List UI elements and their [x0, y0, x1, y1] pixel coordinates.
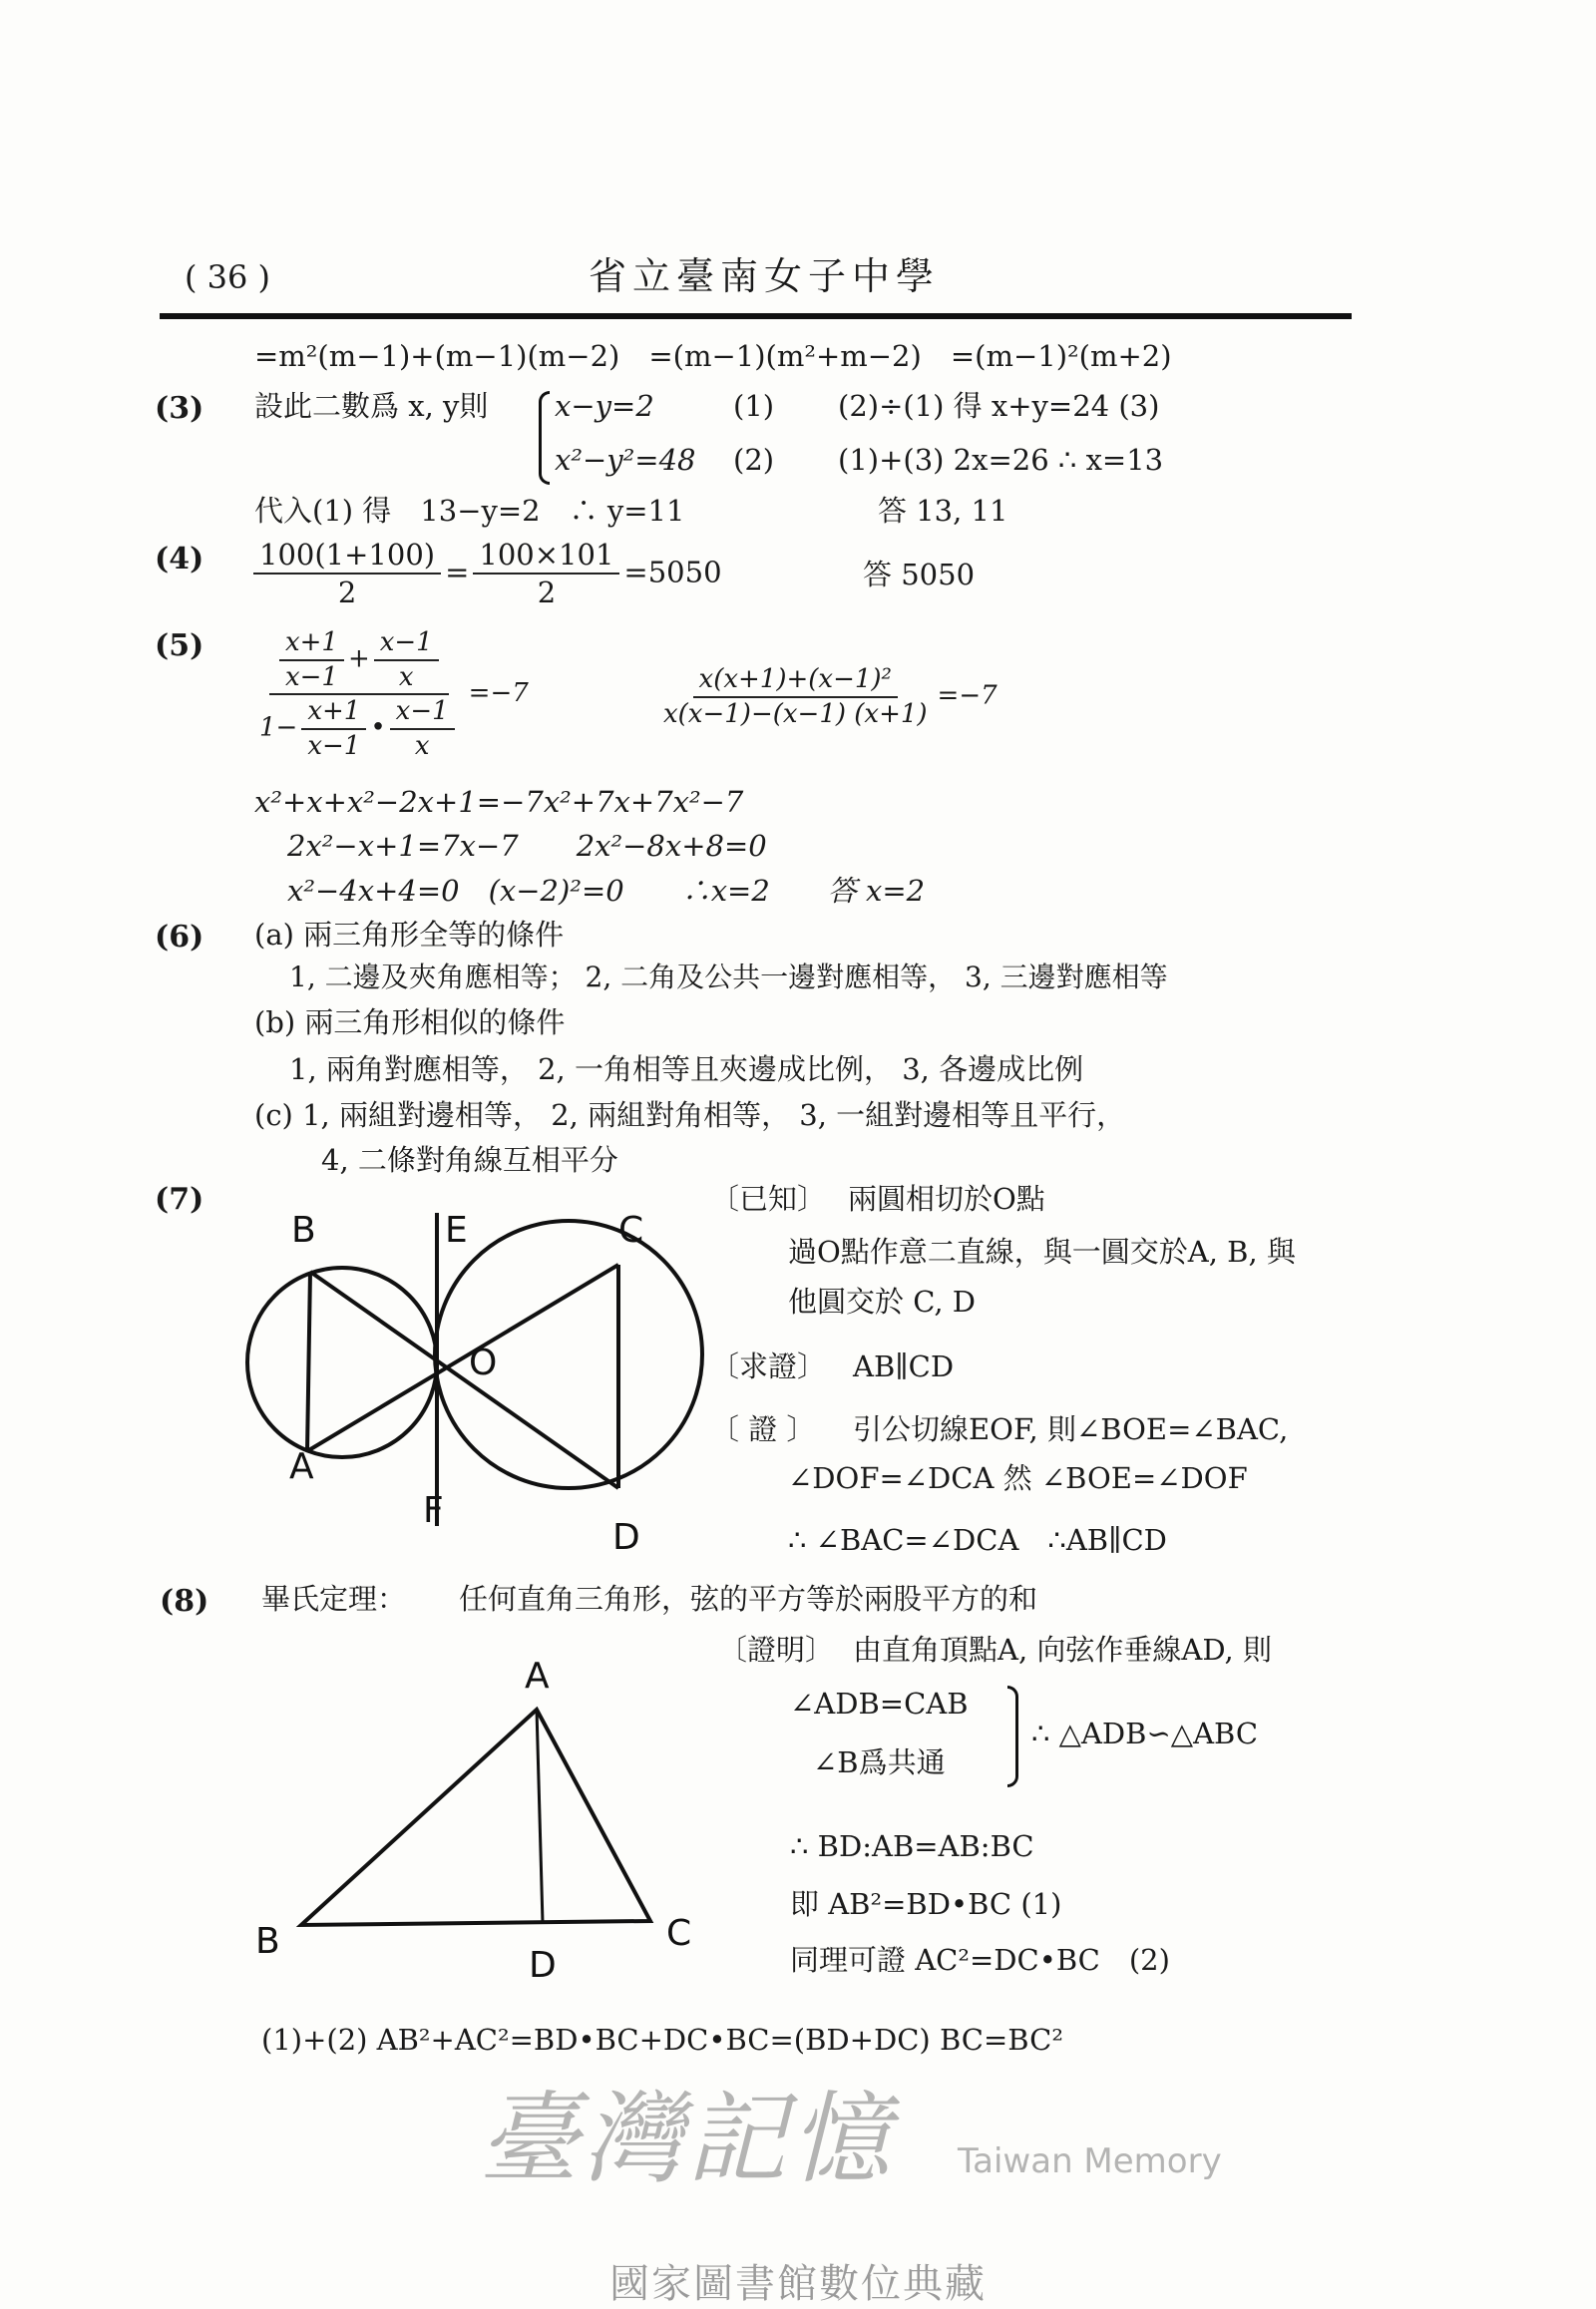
q8-final: (1)+(2) AB²+AC²=BD•BC+DC•BC=(BD+DC) BC=BC²	[261, 2023, 1063, 2057]
denominator: x(x−1)−(x−1) (x+1)	[663, 698, 928, 729]
numerator: x+1	[301, 695, 366, 730]
tri-point-A-label: A	[525, 1656, 550, 1697]
q8-statement: 任何直角三角形，弦的平方等於兩股平方的和	[459, 1582, 1038, 1616]
point-D-label: D	[612, 1517, 640, 1558]
segment-BA	[307, 1272, 310, 1451]
q7-proof-label: 〔 證 〕	[710, 1412, 816, 1446]
q6-b-items: 1, 兩角對應相等， 2, 一角相等且夾邊成比例， 3, 各邊成比例	[289, 1052, 1084, 1086]
numerator: 100×101	[473, 537, 619, 575]
q6-a-heading: (a) 兩三角形全等的條件	[254, 918, 565, 952]
dot: •	[370, 712, 386, 743]
q7-proof1: 引公切線EOF, 則∠BOE=∠BAC,	[853, 1412, 1289, 1446]
point-A-label: A	[289, 1446, 314, 1487]
q4-result: =5050	[623, 555, 722, 589]
q8-line1: ∴ BD:AB=AB:BC	[790, 1829, 1034, 1863]
numerator: x−1	[374, 626, 439, 661]
tri-point-B-label: B	[255, 1921, 280, 1962]
q7-given-label: 〔已知〕	[710, 1182, 827, 1216]
factor-line: =m²(m−1)+(m−1)(m−2) =(m−1)(m²+m−2) =(m−1)²(m+2)	[254, 339, 1172, 373]
q8-proof1: 由直角頂點A, 向弦作垂線AD, 則	[853, 1633, 1272, 1667]
q3-intro: 設此二數爲 x, y則	[254, 389, 489, 423]
q3-eq2: x²−y²=48	[555, 443, 696, 477]
q5-label: (5)	[155, 628, 204, 663]
triangle-ABC	[301, 1710, 650, 1925]
altitude-AD	[537, 1710, 543, 1923]
q8-line2: 即 AB²=BD•BC (1)	[790, 1887, 1062, 1921]
q3-step3: 代入(1) 得 13−y=2 ∴ y=11	[254, 494, 685, 528]
q8-cond1: ∠ADB=CAB	[790, 1687, 969, 1721]
rhs: =−7	[937, 680, 998, 711]
q8-proof-label: 〔證明〕	[718, 1633, 835, 1667]
q3-step2: (1)+(3) 2x=26 ∴ x=13	[838, 443, 1164, 477]
q4-label: (4)	[155, 542, 204, 577]
q7-given3: 他圓交於 C, D	[788, 1285, 977, 1319]
q8-label: (8)	[160, 1584, 209, 1619]
page-number: ( 36 )	[185, 258, 271, 296]
denominator: x−1	[284, 661, 338, 692]
q5-line2: 2x²−x+1=7x−7 2x²−8x+8=0	[287, 829, 767, 863]
q3-label: (3)	[155, 391, 204, 426]
q8-line3: 同理可證 AC²=DC•BC (2)	[790, 1943, 1170, 1977]
q7-prove-label: 〔求證〕	[710, 1349, 827, 1383]
point-F-label: F	[423, 1490, 444, 1531]
denominator: x	[398, 661, 414, 692]
q6-c-items: (c) 1, 兩組對邊相等， 2, 兩組對角相等， 3, 一組對邊相等且平行，	[254, 1098, 1126, 1132]
one-minus: 1−	[259, 712, 298, 743]
q3-tag2: (2)	[733, 443, 775, 477]
denominator: 2	[537, 576, 557, 610]
page-title: 省立臺南女子中學	[589, 254, 941, 298]
numerator: x(x+1)+(x−1)²	[693, 663, 898, 698]
q8-cond2: ∠B爲共通	[813, 1745, 946, 1779]
q6-b-heading: (b) 兩三角形相似的條件	[254, 1005, 566, 1039]
q5-line3: x²−4x+4=0 (x−2)²=0 ∴x=2 答 x=2	[287, 874, 926, 908]
tri-point-D-label: D	[529, 1945, 557, 1986]
right-triangle-diagram	[301, 1710, 650, 1925]
q3-eq1: x−y=2	[555, 389, 654, 423]
denominator: x	[414, 730, 430, 761]
point-B-label: B	[291, 1210, 316, 1251]
segment-AC	[307, 1265, 618, 1451]
point-C-label: C	[618, 1210, 644, 1251]
watermark-chinese: 臺灣記憶	[479, 2081, 894, 2197]
footer-archive-credit: 國家圖書館數位典藏	[609, 2261, 987, 2307]
q8-title: 畢氏定理：	[261, 1582, 407, 1616]
watermark-english: Taiwan Memory	[958, 2141, 1222, 2181]
q7-label: (7)	[155, 1182, 204, 1217]
q6-a-items: 1, 二邊及夾角應相等； 2, 二角及公共一邊對應相等， 3, 三邊對應相等	[289, 961, 1168, 993]
plus: +	[347, 643, 370, 674]
numerator: 100(1+100)	[253, 537, 441, 575]
numerator: x+1	[279, 626, 344, 661]
q3-tag1: (1)	[733, 389, 775, 423]
q7-given1: 兩圓相切於O點	[848, 1182, 1045, 1216]
tri-point-C-label: C	[666, 1913, 692, 1954]
q4-answer: 答 5050	[863, 558, 976, 591]
q3-step1: (2)÷(1) 得 x+y=24 (3)	[838, 389, 1160, 423]
q7-proof2: ∠DOF=∠DCA 然 ∠BOE=∠DOF	[788, 1461, 1248, 1495]
q6-label: (6)	[155, 920, 204, 955]
q5-line1: x²+x+x²−2x+1=−7x²+7x+7x²−7	[254, 785, 744, 819]
q7-given2: 過O點作意二直線，與一圓交於A, B, 與	[788, 1235, 1296, 1269]
denominator: 2	[337, 576, 357, 610]
q6-c-item4: 4, 二條對角線互相平分	[321, 1143, 618, 1177]
q8-brace	[1007, 1686, 1018, 1787]
q8-conclusion: ∴ △ADB∽△ABC	[1031, 1717, 1259, 1750]
denominator: x−1	[307, 730, 361, 761]
rhs: =−7	[468, 678, 529, 708]
equals: =	[445, 555, 470, 589]
q7-proof3: ∴ ∠BAC=∠DCA ∴AB∥CD	[788, 1523, 1167, 1557]
q3-answer: 答 13, 11	[878, 494, 1008, 528]
q7-prove: AB∥CD	[853, 1349, 955, 1383]
point-O-label: O	[469, 1343, 498, 1383]
point-E-label: E	[445, 1210, 468, 1251]
numerator: x−1	[390, 695, 455, 730]
